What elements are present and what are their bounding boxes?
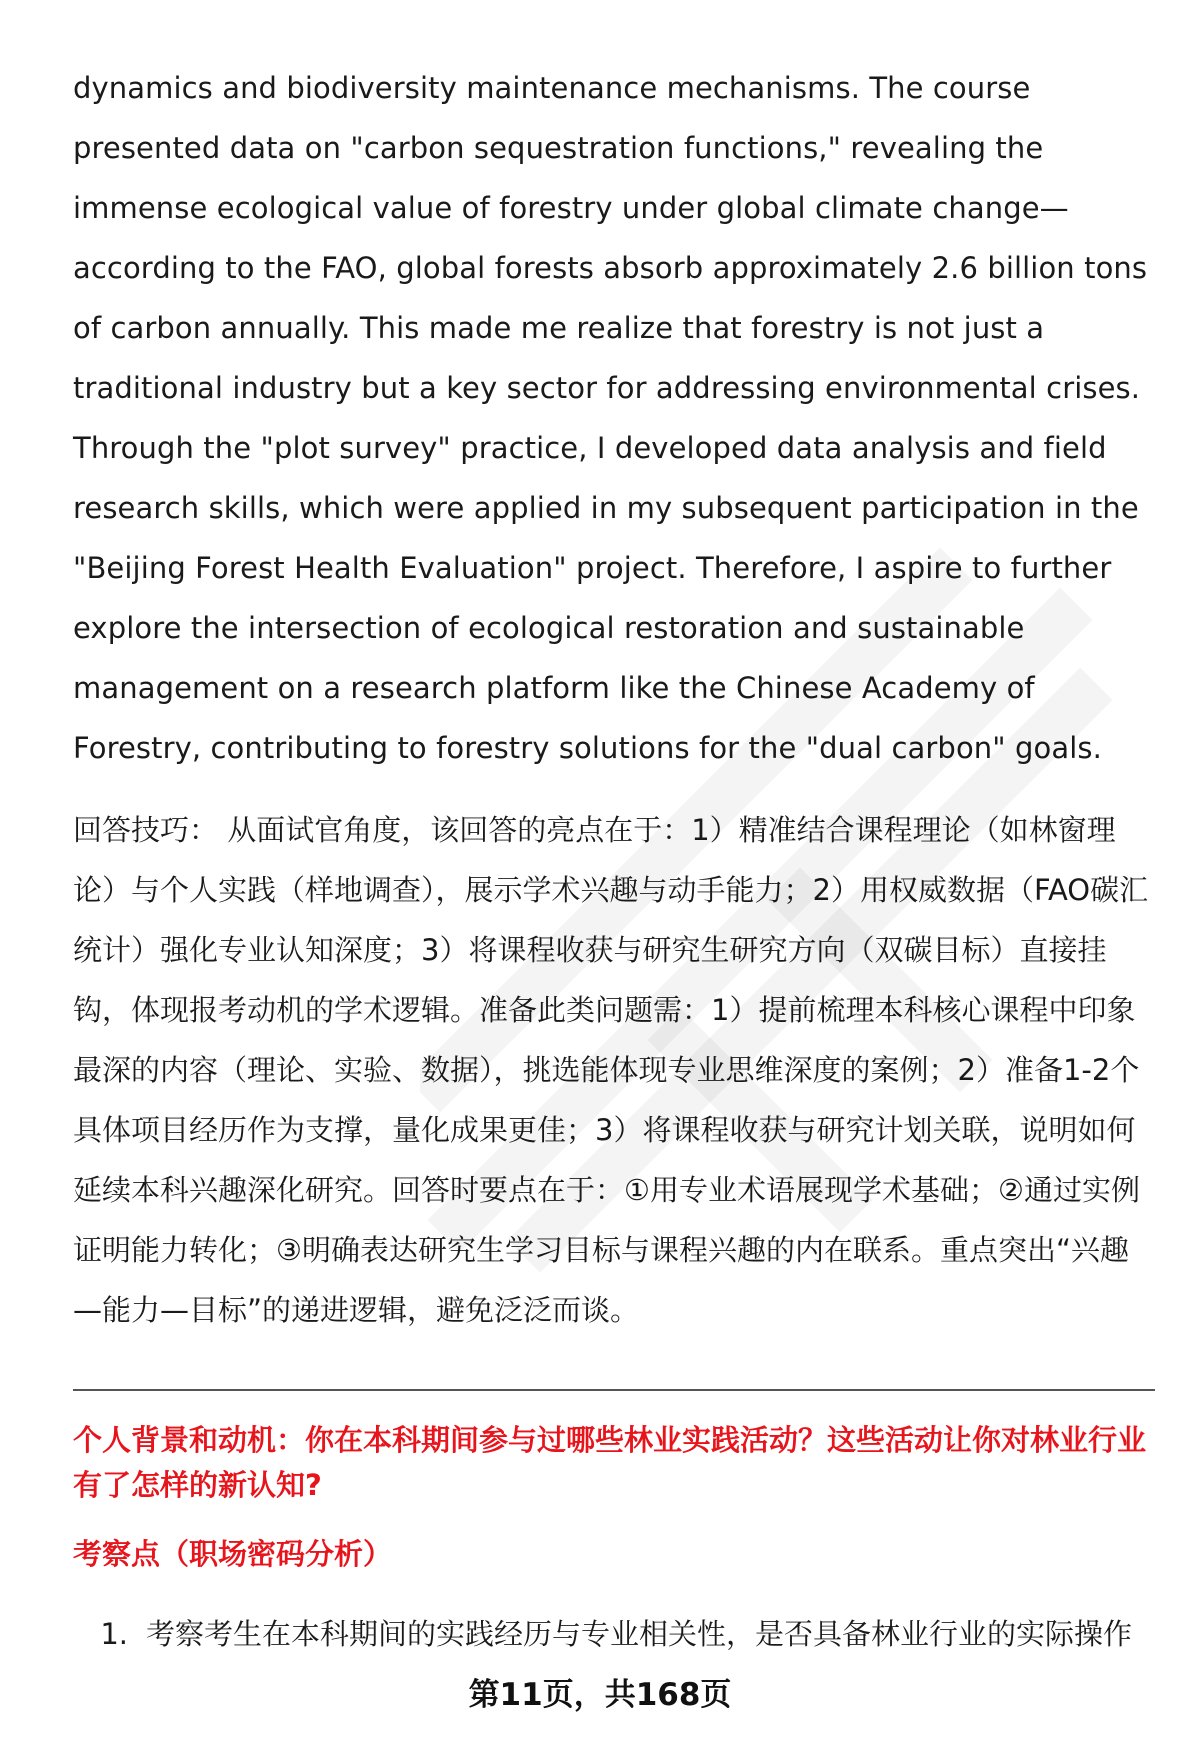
answer-tips-paragraph: 回答技巧： 从面试官角度，该回答的亮点在于：1）精准结合课程理论（如林窗理论）与个人实践（样地调查），展示学术兴趣与动手能力；2）用权威数据（FAO碳汇统计）强化专业认知深度；3）将课程收获与研究生研究方向（双碳目标）直接挂钩，体现报考动机的学术逻辑。准备此类问题需：1）提前梳理本科核心课程中印象最深的内容（理论、实验、数据），挑选能体现专业思维深度的案例；2）准备1-2个具体项目经历作为支撑，量化成果更佳；3）将课程收获与研究计划关联，说明如何延续本科兴趣深化研究。回答时要点在于：①用专业术语展现学术基础；②通过实例证明能力转化；③明确表达研究生学习目标与课程兴趣的内在联系。重点突出“兴趣—能力—目标”的递进逻辑，避免泛泛而谈。 <box>73 813 1149 1327</box>
section-divider <box>73 1389 1155 1391</box>
list-item-number: 1. <box>100 1617 128 1651</box>
assessment-subheading: 考察点（职场密码分析） <box>73 1537 393 1571</box>
english-paragraph: dynamics and biodiversity maintenance mechanisms. The course presented data on "carbon sequestration functions," revealing the immense ecological value of forestry under global climate change—according to the FAO, global forests absorb approximately 2.6 billion tons of carbon annually. This made me realize that forestry is not just a traditional industry but a key sector for addressing environmental crises. Through the "plot survey" practice, I developed data analysis and field research skills, which were applied in my subsequent participation in the "Beijing Forest Health Evaluation" project. Therefore, I aspire to further explore the intersection of ecological restoration and sustainable management on a research platform like the Chinese Academy of Forestry, contributing to forestry solutions for the "dual carbon" goals. <box>73 71 1148 765</box>
page-content <box>73 58 1155 1340</box>
page-number-footer: 第11页，共168页 <box>468 1677 732 1713</box>
list-item-text: 考察考生在本科期间的实践经历与专业相关性，是否具备林业行业的实际操作 <box>146 1617 1133 1651</box>
list-item <box>73 1612 1155 1657</box>
question-heading: 个人背景和动机：你在本科期间参与过哪些林业实践活动？这些活动让你对林业行业有了怎样的新认知? <box>73 1423 1147 1502</box>
